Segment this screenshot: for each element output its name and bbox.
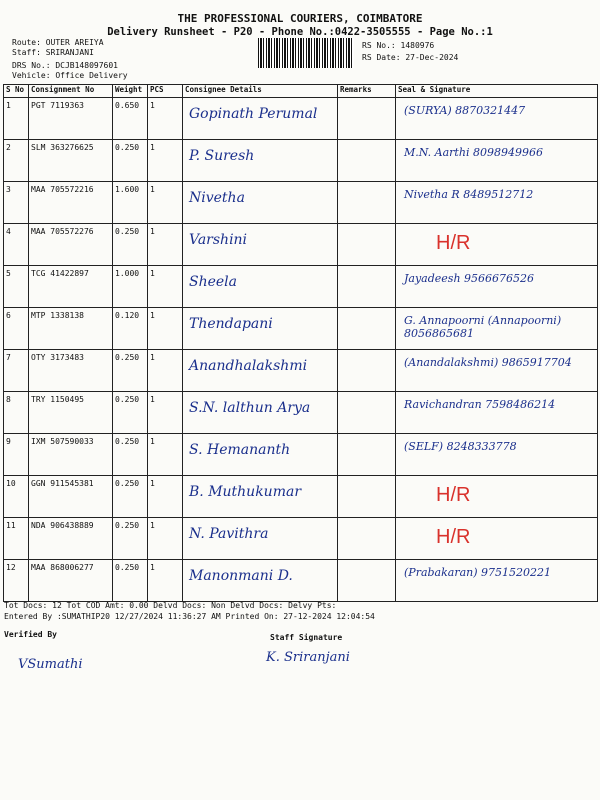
route-label: Route: OUTER AREIYA: [12, 38, 104, 47]
row-sno: 3: [4, 182, 29, 223]
table-row: [4, 140, 597, 182]
row-signature: H/R: [436, 484, 471, 506]
table-row: [4, 98, 597, 140]
row-signature: H/R: [436, 232, 471, 254]
row-consignee: Sheela: [183, 266, 338, 307]
row-consignment-no: IXM 507590033: [29, 434, 113, 475]
row-remarks: [338, 434, 396, 475]
col-weight: Weight: [113, 85, 148, 97]
row-signature: Nivetha R 8489512712: [404, 188, 534, 201]
row-pcs: 1: [148, 560, 183, 601]
row-consignee: Varshini: [183, 224, 338, 265]
verified-signature: VSumathi: [18, 657, 83, 672]
row-consignee: Nivetha: [183, 182, 338, 223]
row-sno: 4: [4, 224, 29, 265]
row-consignee: Manonmani D.: [183, 560, 338, 601]
row-sno: 5: [4, 266, 29, 307]
row-pcs: 1: [148, 476, 183, 517]
row-weight: 0.250: [113, 560, 148, 601]
row-consignee: S. Hemananth: [183, 434, 338, 475]
row-sno: 2: [4, 140, 29, 181]
runsheet-table: [3, 84, 598, 602]
staff-signature: K. Sriranjani: [266, 650, 350, 665]
row-sno: 10: [4, 476, 29, 517]
row-consignee: N. Pavithra: [183, 518, 338, 559]
row-sno: 12: [4, 560, 29, 601]
row-remarks: [338, 224, 396, 265]
col-signature: Seal & Signature: [398, 85, 471, 94]
rs-number: RS No.: 1480976: [362, 41, 435, 50]
row-weight: 0.250: [113, 434, 148, 475]
row-signature: M.N. Aarthi 8098949966: [404, 146, 543, 159]
row-consignment-no: MTP 1338138: [29, 308, 113, 349]
row-weight: 1.600: [113, 182, 148, 223]
row-pcs: 1: [148, 308, 183, 349]
row-signature: H/R: [436, 526, 471, 548]
row-remarks: [338, 392, 396, 433]
row-signature: G. Annapoorni (Annapoorni) 8056865681: [404, 314, 562, 340]
row-remarks: [338, 98, 396, 139]
col-consignee: Consignee Details: [183, 85, 338, 97]
row-consignment-no: PGT 7119363: [29, 98, 113, 139]
row-weight: 1.000: [113, 266, 148, 307]
totals-line: Tot Docs: 12 Tot COD Amt: 0.00 Delvd Docs: Non Delvd Docs: Delvy Pts:: [4, 601, 337, 610]
row-consignee: Thendapani: [183, 308, 338, 349]
row-consignee: B. Muthukumar: [183, 476, 338, 517]
row-signature: (Prabakaran) 9751520221: [404, 566, 552, 579]
row-signature: (Anandalakshmi) 9865917704: [404, 356, 572, 369]
table-row: [4, 224, 597, 266]
row-weight: 0.250: [113, 392, 148, 433]
row-pcs: 1: [148, 350, 183, 391]
row-sno: 6: [4, 308, 29, 349]
row-weight: 0.250: [113, 518, 148, 559]
row-sno: 1: [4, 98, 29, 139]
table-row: [4, 476, 597, 518]
row-weight: 0.250: [113, 140, 148, 181]
row-consignment-no: MAA 705572216: [29, 182, 113, 223]
col-consignment: Consignment No: [29, 85, 113, 97]
rs-date: RS Date: 27-Dec-2024: [362, 53, 459, 62]
row-consignment-no: NDA 906438889: [29, 518, 113, 559]
row-consignment-no: TCG 41422897: [29, 266, 113, 307]
row-remarks: [338, 140, 396, 181]
table-row: [4, 434, 597, 476]
col-sno: S No: [4, 85, 29, 97]
row-pcs: 1: [148, 140, 183, 181]
staff-label: Staff: SRIRANJANI: [12, 48, 94, 57]
row-consignee: Gopinath Perumal: [183, 98, 338, 139]
table-row: [4, 392, 597, 434]
row-consignment-no: OTY 3173483: [29, 350, 113, 391]
row-pcs: 1: [148, 392, 183, 433]
row-pcs: 1: [148, 98, 183, 139]
row-pcs: 1: [148, 518, 183, 559]
vehicle-label: Vehicle: Office Delivery: [12, 71, 128, 80]
entered-by-line: Entered By :SUMATHIP20 12/27/2024 11:36:27 AM Printed On: 27-12-2024 12:04:54: [4, 612, 375, 621]
row-remarks: [338, 266, 396, 307]
row-signature: Jayadeesh 9566676526: [404, 272, 535, 285]
document-title: THE PROFESSIONAL COURIERS, COIMBATORE: [177, 12, 423, 25]
row-remarks: [338, 560, 396, 601]
table-row: [4, 350, 597, 392]
row-remarks: [338, 476, 396, 517]
row-weight: 0.650: [113, 98, 148, 139]
table-row: [4, 518, 597, 560]
row-consignment-no: MAA 705572276: [29, 224, 113, 265]
row-pcs: 1: [148, 266, 183, 307]
row-consignee: P. Suresh: [183, 140, 338, 181]
row-weight: 0.250: [113, 476, 148, 517]
row-consignment-no: MAA 868006277: [29, 560, 113, 601]
row-sno: 9: [4, 434, 29, 475]
row-consignment-no: GGN 911545381: [29, 476, 113, 517]
row-signature: Ravichandran 7598486214: [404, 398, 556, 411]
row-weight: 0.250: [113, 350, 148, 391]
row-remarks: [338, 182, 396, 223]
row-weight: 0.120: [113, 308, 148, 349]
table-row: [4, 182, 597, 224]
row-consignee: Anandhalakshmi: [183, 350, 338, 391]
table-row: [4, 560, 597, 601]
col-pcs: PCS: [148, 85, 183, 97]
barcode-icon: [258, 38, 354, 68]
table-row: [4, 266, 597, 308]
row-signature: (SELF) 8248333778: [404, 440, 517, 453]
row-pcs: 1: [148, 182, 183, 223]
verified-by-label: Verified By: [4, 630, 57, 639]
document-subtitle: Delivery Runsheet - P20 - Phone No.:0422-3505555 - Page No.:1: [107, 26, 493, 38]
table-row: [4, 308, 597, 350]
row-consignment-no: TRY 1150495: [29, 392, 113, 433]
table-header: [4, 85, 597, 98]
row-pcs: 1: [148, 224, 183, 265]
row-consignee: S.N. lalthun Arya: [183, 392, 338, 433]
row-sno: 8: [4, 392, 29, 433]
row-remarks: [338, 518, 396, 559]
row-remarks: [338, 350, 396, 391]
row-sno: 7: [4, 350, 29, 391]
row-signature: (SURYA) 8870321447: [404, 104, 526, 117]
row-sno: 11: [4, 518, 29, 559]
row-consignment-no: SLM 363276625: [29, 140, 113, 181]
col-remarks: Remarks: [338, 85, 396, 97]
row-pcs: 1: [148, 434, 183, 475]
staff-signature-label: Staff Signature: [270, 633, 343, 642]
row-weight: 0.250: [113, 224, 148, 265]
row-remarks: [338, 308, 396, 349]
drs-number: DRS No.: DCJB148097601: [12, 61, 118, 70]
